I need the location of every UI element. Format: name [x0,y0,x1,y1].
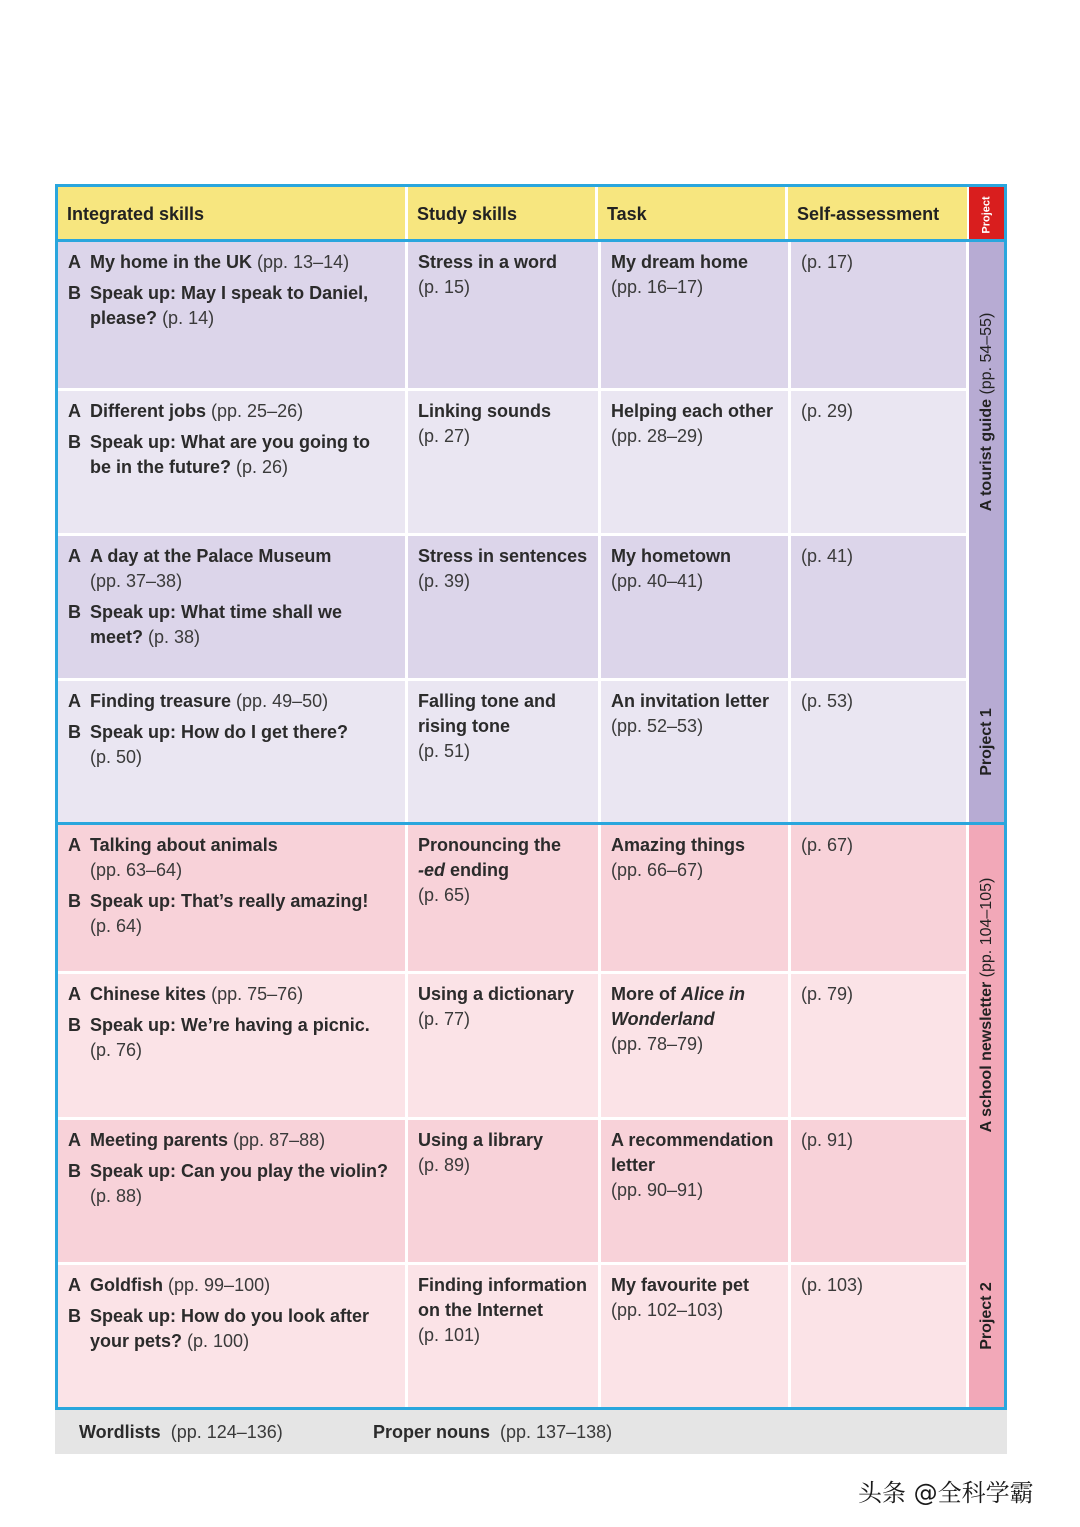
integrated-skills-cell: A A day at the Palace Museum (pp. 37–38) B Speak up: What time shall we meet? (p. 38) [68,546,343,647]
table-row [58,678,967,822]
task-cell: My hometown (pp. 40–41) [611,546,731,591]
project-2-label: Project 2 [977,1282,995,1350]
table-row [58,1262,967,1407]
self-assessment-cell: (p. 53) [801,691,854,711]
task-cell: An invitation letter (pp. 52–53) [611,691,770,736]
module-divider [58,822,1004,825]
study-skills-cell: Using a library (p. 89) [418,1130,544,1175]
header-self-assessment: Self-assessment [788,187,967,242]
project-1-label: Project 1 [977,708,995,776]
header-divider [58,239,1004,242]
task-cell: A recommendation letter (pp. 90–91) [611,1130,774,1200]
integrated-skills-cell: A My home in the UK (pp. 13–14) B Speak up: May I speak to Daniel, please? (p. 14) [68,252,369,328]
table-row [58,825,967,971]
header-integrated-skills: Integrated skills [58,187,405,242]
proper-nouns-entry: Proper nouns (pp. 137–138) [373,1421,613,1442]
self-assessment-cell: (p. 79) [801,984,854,1004]
integrated-skills-cell: A Chinese kites (pp. 75–76) B Speak up: We’re having a picnic. (p. 76) [68,984,370,1060]
integrated-skills-cell: A Goldfish (pp. 99–100) B Speak up: How do you look after your pets? (p. 100) [68,1275,370,1351]
study-skills-cell: Linking sounds (p. 27) [418,401,551,446]
task-cell: Amazing things (pp. 66–67) [611,835,745,880]
project-2-title: A school newsletter (pp. 104–105) [977,877,995,1133]
header-study-skills: Study skills [408,187,595,242]
wordlists-entry: Wordlists (pp. 124–136) [79,1421,283,1442]
project-2-sidebar [969,825,1004,1407]
task-cell: My favourite pet (pp. 102–103) [611,1275,750,1320]
contents-table [55,184,1007,1410]
study-skills-cell: Stress in a word (p. 15) [418,252,558,297]
header-task: Task [598,187,785,242]
table-row [58,533,967,678]
table-row [58,388,967,533]
study-skills-cell: Using a dictionary (p. 77) [418,984,575,1029]
task-cell: Helping each other (pp. 28–29) [611,401,774,446]
watermark: 头条 @全科学霸 [858,1479,1034,1507]
footer-bar [55,1410,1007,1454]
project-1-sidebar [969,242,1004,822]
integrated-skills-cell: A Meeting parents (pp. 87–88) B Speak up: Can you play the violin? (p. 88) [68,1130,389,1206]
study-skills-cell: Falling tone and rising tone (p. 51) [418,691,556,761]
study-skills-cell: Finding information on the Internet (p. 101) [418,1275,587,1345]
self-assessment-cell: (p. 67) [801,835,854,855]
table-row [58,971,967,1117]
integrated-skills-cell: A Different jobs (pp. 25–26) B Speak up: What are you going to be in the future? (p. 26) [68,401,371,477]
self-assessment-cell: (p. 41) [801,546,854,566]
project-1-title: A tourist guide (pp. 54–55) [977,312,995,512]
header-project-tab: Project [969,187,1004,242]
self-assessment-cell: (p. 103) [801,1275,864,1295]
integrated-skills-cell: A Finding treasure (pp. 49–50) B Speak up: How do I get there? (p. 50) [68,691,349,767]
self-assessment-cell: (p. 29) [801,401,854,421]
integrated-skills-cell: A Talking about animals (pp. 63–64) B Speak up: That’s really amazing! (p. 64) [68,835,369,936]
table-row [58,1117,967,1262]
task-cell: More of Alice in Wonderland (pp. 78–79) [611,984,746,1054]
study-skills-cell: Pronouncing the -ed ending (p. 65) [418,835,561,905]
self-assessment-cell: (p. 17) [801,252,854,272]
study-skills-cell: Stress in sentences (p. 39) [418,546,588,591]
task-cell: My dream home (pp. 16–17) [611,252,749,297]
self-assessment-cell: (p. 91) [801,1130,854,1150]
table-row [58,242,967,388]
